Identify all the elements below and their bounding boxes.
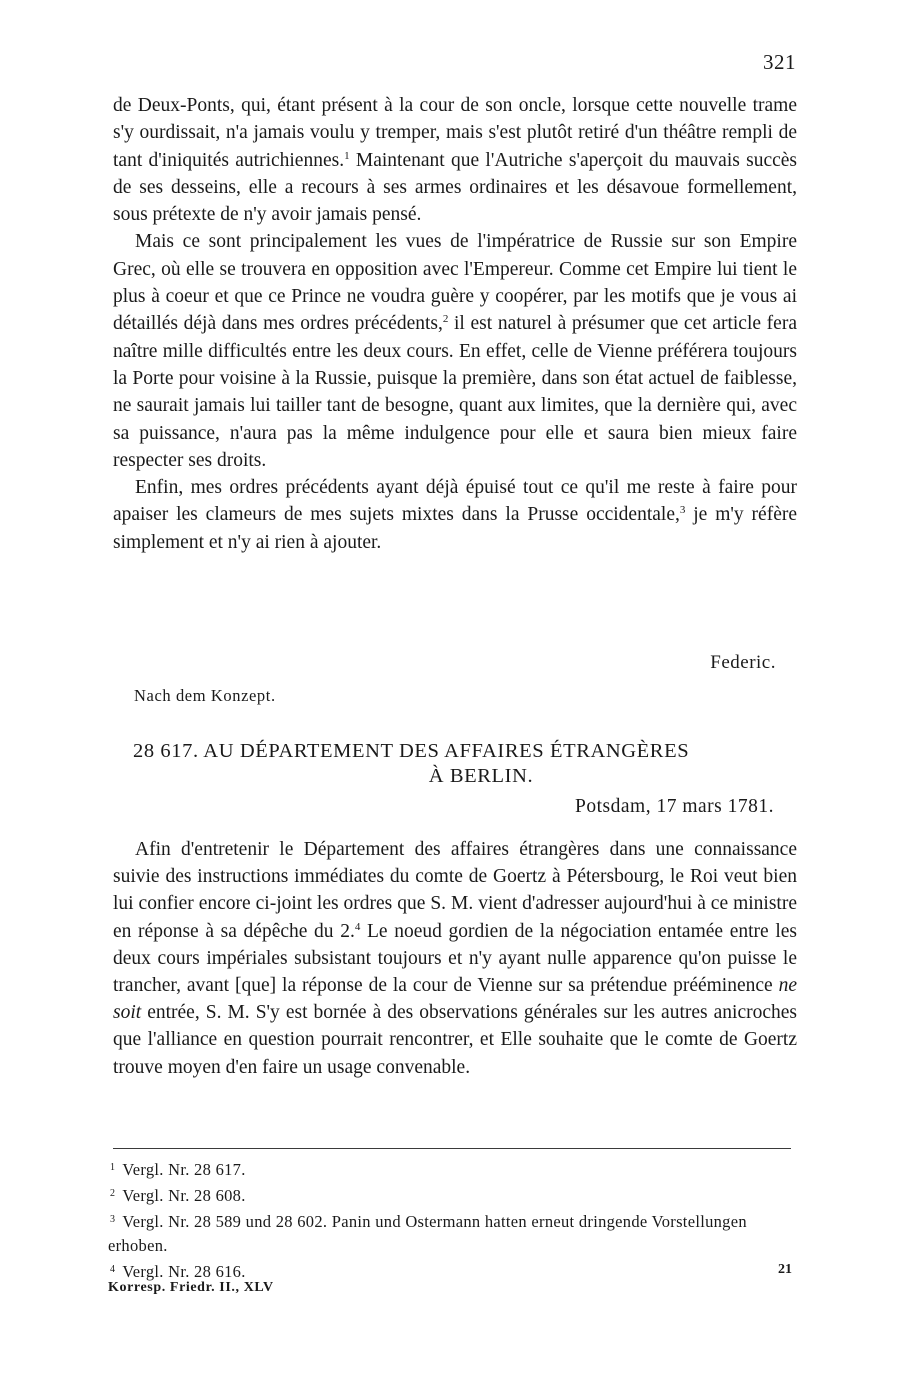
footnote-ref-4[interactable]: 4 bbox=[354, 920, 361, 933]
letter-paragraph: Afin d'entretenir le Département des affaires étrangères dans une connaissance suivie des instructions immédiates du comte de Goertz à Pétersbourg, le Roi veut bien lui confier encore ci-joint les ordres que S. M. vient d'adresser aujourd'hui à ce ministre en réponse à sa dépêche du 2.$^4$ Le noeud gordien de la négociation entamée entre les deux cours impériales subsistant toujours et n'y ayant nulle apparence qu'on puisse le trancher, avant [que] la réponse de la cour de Vienne sur sa prétendue prééminence ne soit entrée, S. M. S'y est bornée à des observations générales sur les autres anicroches que l'alliance en question pourrait rencontrer, et Elle souhaite que le comte de Goertz trouve moyen d'en faire un usage convenable. bbox=[113, 839, 797, 1078]
letter-heading-line-2: À BERLIN. bbox=[428, 765, 534, 787]
paragraph-1: de Deux-Ponts, qui, étant présent à la cour de son oncle, lorsque cette nouvelle trame s'y ourdissait, n'a jamais voulu y tremper, mais s'est plutôt retiré d'un théâtre rempli de tant d'iniquités autrichiennes.$^1$ Maintenant que l'Autriche s'aperçoit du mauvais succès de ses desseins, elle a recours à ses armes ordinaires et les désavoue formellement, sous prétexte de n'y avoir jamais pensé. bbox=[113, 95, 798, 226]
footnote-divider bbox=[113, 1148, 791, 1149]
continued-letter-body bbox=[113, 92, 797, 556]
footnotes bbox=[108, 1156, 798, 1284]
series-title: Korresp. Friedr. II., XLV bbox=[108, 1280, 274, 1295]
paragraph-3: Enfin, mes ordres précédents ayant déjà épuisé tout ce qu'il me reste à faire pour apaiser les clameurs de mes sujets mixtes dans la Prusse occidentale,$^3$ je m'y réfère simplement et n'y ai rien à ajouter. bbox=[113, 477, 797, 553]
footnote-1: $^1$ Vergl. Nr. 28 617. bbox=[110, 1160, 246, 1179]
footnote-ref-1[interactable]: 1 bbox=[344, 149, 350, 162]
footnote-3: $^3$ Vergl. Nr. 28 589 und 28 602. Panin und Ostermann hatten erneut dringende Vorstellungen erhoben. bbox=[108, 1212, 747, 1255]
page-number: 321 bbox=[763, 50, 796, 74]
footnote-ref-2[interactable]: 2 bbox=[442, 313, 449, 326]
paragraph-2: Mais ce sont principalement les vues de l'impératrice de Russie sur son Empire Grec, où elle se trouvera en opposition avec l'Empereur. Comme cet Empire lui tient le plus à coeur et que ce Prince ne voudra guère y coopérer, par les motifs que je vous ai détaillés déjà dans mes ordres précédents,$^2$ il est naturel à présumer que cet article fera naître mille difficultés entre les deux cours. En effet, celle de Vienne préférera toujours la Porte pour voisine à la Russie, puisque la première, dans son état actuel de faiblesse, ne saurait jamais lui tailler tant de besogne, quant aux limites, que la dernière qui, avec sa puissance, n'aura pas la même indulgence pour elle et saura bien mieux faire respecter ses droits. bbox=[113, 231, 797, 471]
printer-signature-mark: 21 bbox=[778, 1262, 792, 1277]
footnote-mark: 3 bbox=[110, 1214, 116, 1225]
signature: Federic. bbox=[710, 652, 776, 673]
letter-body bbox=[113, 836, 797, 1081]
italic-phrase: ne soit bbox=[113, 975, 797, 1024]
footnote-2: $^2$ Vergl. Nr. 28 608. bbox=[110, 1186, 246, 1205]
letter-heading-line-1: 28 617. AU DÉPARTEMENT DES AFFAIRES ÉTRANGÈRES bbox=[133, 740, 690, 762]
dateline: Potsdam, 17 mars 1781. bbox=[575, 796, 774, 817]
footnote-mark: 2 bbox=[110, 1188, 116, 1199]
letter-heading bbox=[133, 740, 783, 788]
footnote-ref-3[interactable]: 3 bbox=[679, 504, 686, 517]
source-note: Nach dem Konzept. bbox=[134, 686, 276, 705]
footnote-4: $^4$ Vergl. Nr. 28 616. bbox=[110, 1262, 246, 1281]
footnote-mark: 1 bbox=[110, 1162, 116, 1173]
footnote-mark: 4 bbox=[110, 1264, 116, 1275]
